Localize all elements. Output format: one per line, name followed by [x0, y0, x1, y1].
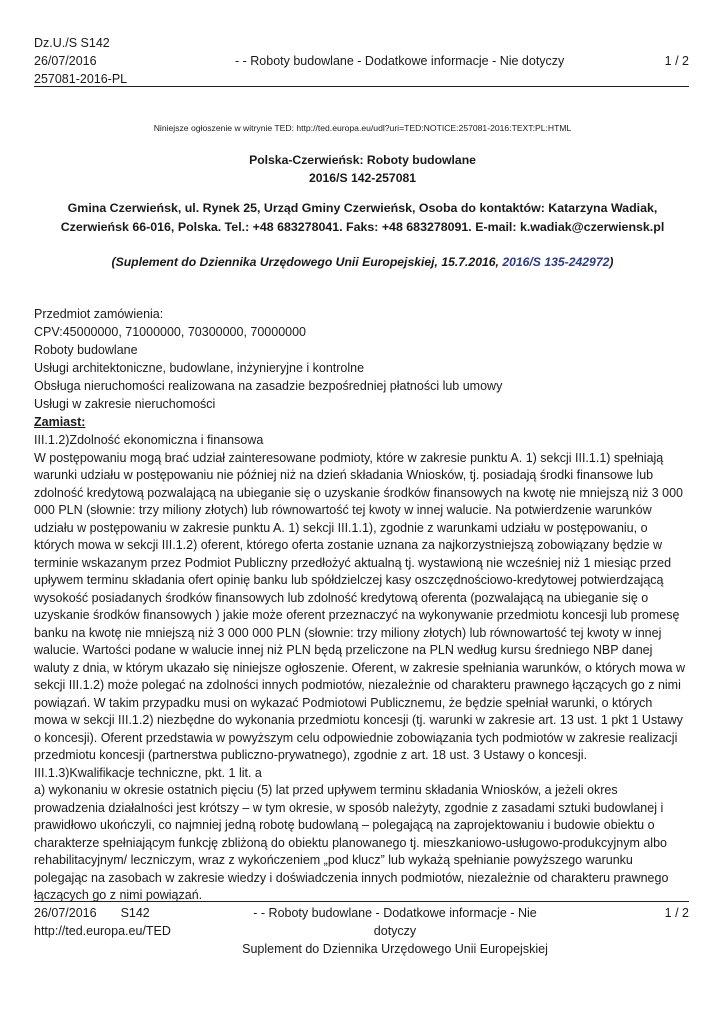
footer-title: - - Roboty budowlane - Dodatkowe informacje - Nie dotyczy: [253, 906, 537, 938]
contact-block: [30, 199, 695, 237]
subject-item: Usługi w zakresie nieruchomości: [34, 397, 216, 411]
footer-doc: S142: [120, 906, 150, 920]
subject-cpv: CPV:45000000, 71000000, 70300000, 70000000: [34, 325, 307, 339]
header-notice-number: 257081-2016-PL: [34, 72, 128, 86]
section-body: W postępowaniu mogą brać udział zainteresowane podmioty, które w zakresie punktu A. 1) sekcji III.1.1) spełniają warunki udziału w postępowaniu nie później niż na dzień składania Wniosków, tj. posiadają środki finansowe lub zdolność kredytową pozwalającą na ubieganie się o uzyskanie środków finansowych na kwotę nie mniejszą niż 3 000 000 PLN (słownie: trzy miliony złotych) lub równowartość tej kwoty w innej walucie. Na potwierdzenie warunków udziału w postępowaniu w zakresie punktu A. 1) sekcji III.1.1), zgodnie z warunkami udziału w postępowaniu, o których mowa w sekcji III.1.2) oferent, którego oferta zostanie uznana za najkorzystniejszą zobowiązany będzie w terminie wskazanym przez Podmiot Publiczny przedłożyć aktualną tj. wystawioną nie wcześniej niż 1 miesiąc przed upływem terminu składania ofert opinię banku lub spółdzielczej kasy oszczędnościowo-kredytowej potwierdzającą wysokość posiadanych środków finansowych lub zdolność kredytową oferenta (pozwalającą na ubieganie się o uzyskanie środków finansowych ) jakie może oferent przeznaczyć na wykonywanie przedmiotu koncesji lub promesę banku na kwotę nie mniejszą niż 3 000 000 PLN (słownie: trzy miliony złotych) lub równowartość tej kwoty w innej walucie. Wartości podane w walucie innej niż PLN będą przeliczone na PLN według kursu średniego NBP danej waluty z dnia, w którym ukazało się niniejsze ogłoszenie. Oferent, w zakresie spełniania warunków, o których mowa w sekcji III.1.2) może polegać na zdolności innych podmiotów, niezależnie od charakteru prawnego łączących go z nimi powiązań. W takim przypadku musi on wykazać Podmiotowi Publicznemu, że będzie spełniał warunki, o których mowa w sekcji III.1.2) niezbędne do wykonania przedmiotu koncesji (tj. warunki w zakresie art. 13 ust. 1 pkt 1 Ustawy o koncesji). Oferent przedstawia w powyższym celu odpowiednie zobowiązania tych podmiotów w zakresie realizacji przedmiotu koncesji (partnerstwa publiczno-prywatnego), zgodnie z art. 18 ust. 3 Ustawy o koncesji.: [34, 450, 685, 762]
section-heading: III.1.3)Kwalifikacje techniczne, pkt. 1 lit. a: [34, 765, 262, 780]
title-line-2: 2016/S 142-257081: [308, 171, 417, 185]
header-meta: [34, 34, 127, 88]
header-page-number: 1 / 2: [664, 54, 689, 68]
ted-notice-line: Niniejsze ogłoszenie w witrynie TED: http://ted.europa.eu/udl?uri=TED:NOTICE:257081-2016:TEXT:PL:HTML: [153, 123, 572, 133]
supplement-suffix: ): [609, 255, 614, 269]
header-title: - - Roboty budowlane - Dodatkowe informacje - Nie dotyczy: [235, 54, 565, 68]
footer-page-number: 1 / 2: [664, 906, 689, 920]
header-divider: [34, 86, 689, 87]
subject-item: Obsługa nieruchomości realizowana na zasadzie bezpośredniej płatności lub umowy: [34, 379, 503, 393]
footer-date: 26/07/2016: [34, 906, 97, 920]
section-body: a) wykonaniu w okresie ostatnich pięciu (5) lat przed upływem terminu składania Wniosków, a jeżeli okres prowadzenia działalności jest krótszy – w tym okresie, w sposób należyty, zgodnie z zasadami sztuki budowlanej i prawidłowo ukończyli, co najmniej jedną robotę budowlaną – polegającą na zaprojektowaniu i budowie obiektu o charakterze spełniającym funkcję zbliżoną do obiektu planowanego tj. mieszkaniowo-usługowo-produkcyjnym albo rehabilitacyjnym/ leczniczym, wraz z wykończeniem „pod klucz” lub wykażą spełnianie powyższego warunku polegając na zasobach w zakresie wiedzy i doświadczenia innych podmiotów, niezależnie od charakteru prawnego łączących go z nimi powiązań.: [34, 783, 669, 902]
footer-center: [235, 904, 555, 958]
instead-heading: Zamiast:: [34, 415, 86, 429]
section-heading: III.1.2)Zdolność ekonomiczna i finansowa: [34, 433, 264, 447]
contact-line-1: Gmina Czerwieńsk, ul. Rynek 25, Urząd Gminy Czerwieńsk, Osoba do kontaktów: Katarzyna Wadiak,: [67, 201, 658, 215]
supplement-link[interactable]: 2016/S 135-242972: [502, 255, 610, 269]
title-line-1: Polska-Czerwieńsk: Roboty budowlane: [249, 153, 476, 167]
footer-url: http://ted.europa.eu/TED: [34, 924, 171, 938]
document-title: [0, 151, 725, 187]
header-doc-id: Dz.U./S S142: [34, 36, 110, 50]
contact-line-2: Czerwieńsk 66-016, Polska. Tel.: +48 683278041. Faks: +48 683278091. E-mail: k.wadiak@czerwiensk.pl: [60, 220, 665, 234]
subject-item: Usługi architektoniczne, budowlane, inżynieryjne i kontrolne: [34, 361, 365, 375]
footer-divider: [34, 901, 689, 902]
subject-item: Roboty budowlane: [34, 343, 138, 357]
header-date: 26/07/2016: [34, 54, 97, 68]
main-content: [34, 432, 689, 905]
footer-meta: [34, 904, 171, 940]
subject-label: Przedmiot zamówienia:: [34, 307, 164, 321]
footer-supplement: Suplement do Dziennika Urzędowego Unii Europejskiej: [242, 942, 548, 956]
subject-block: [34, 305, 502, 431]
supplement-reference: [0, 253, 725, 271]
supplement-prefix: (Suplement do Dziennika Urzędowego Unii Europejskiej, 15.7.2016,: [111, 255, 503, 269]
